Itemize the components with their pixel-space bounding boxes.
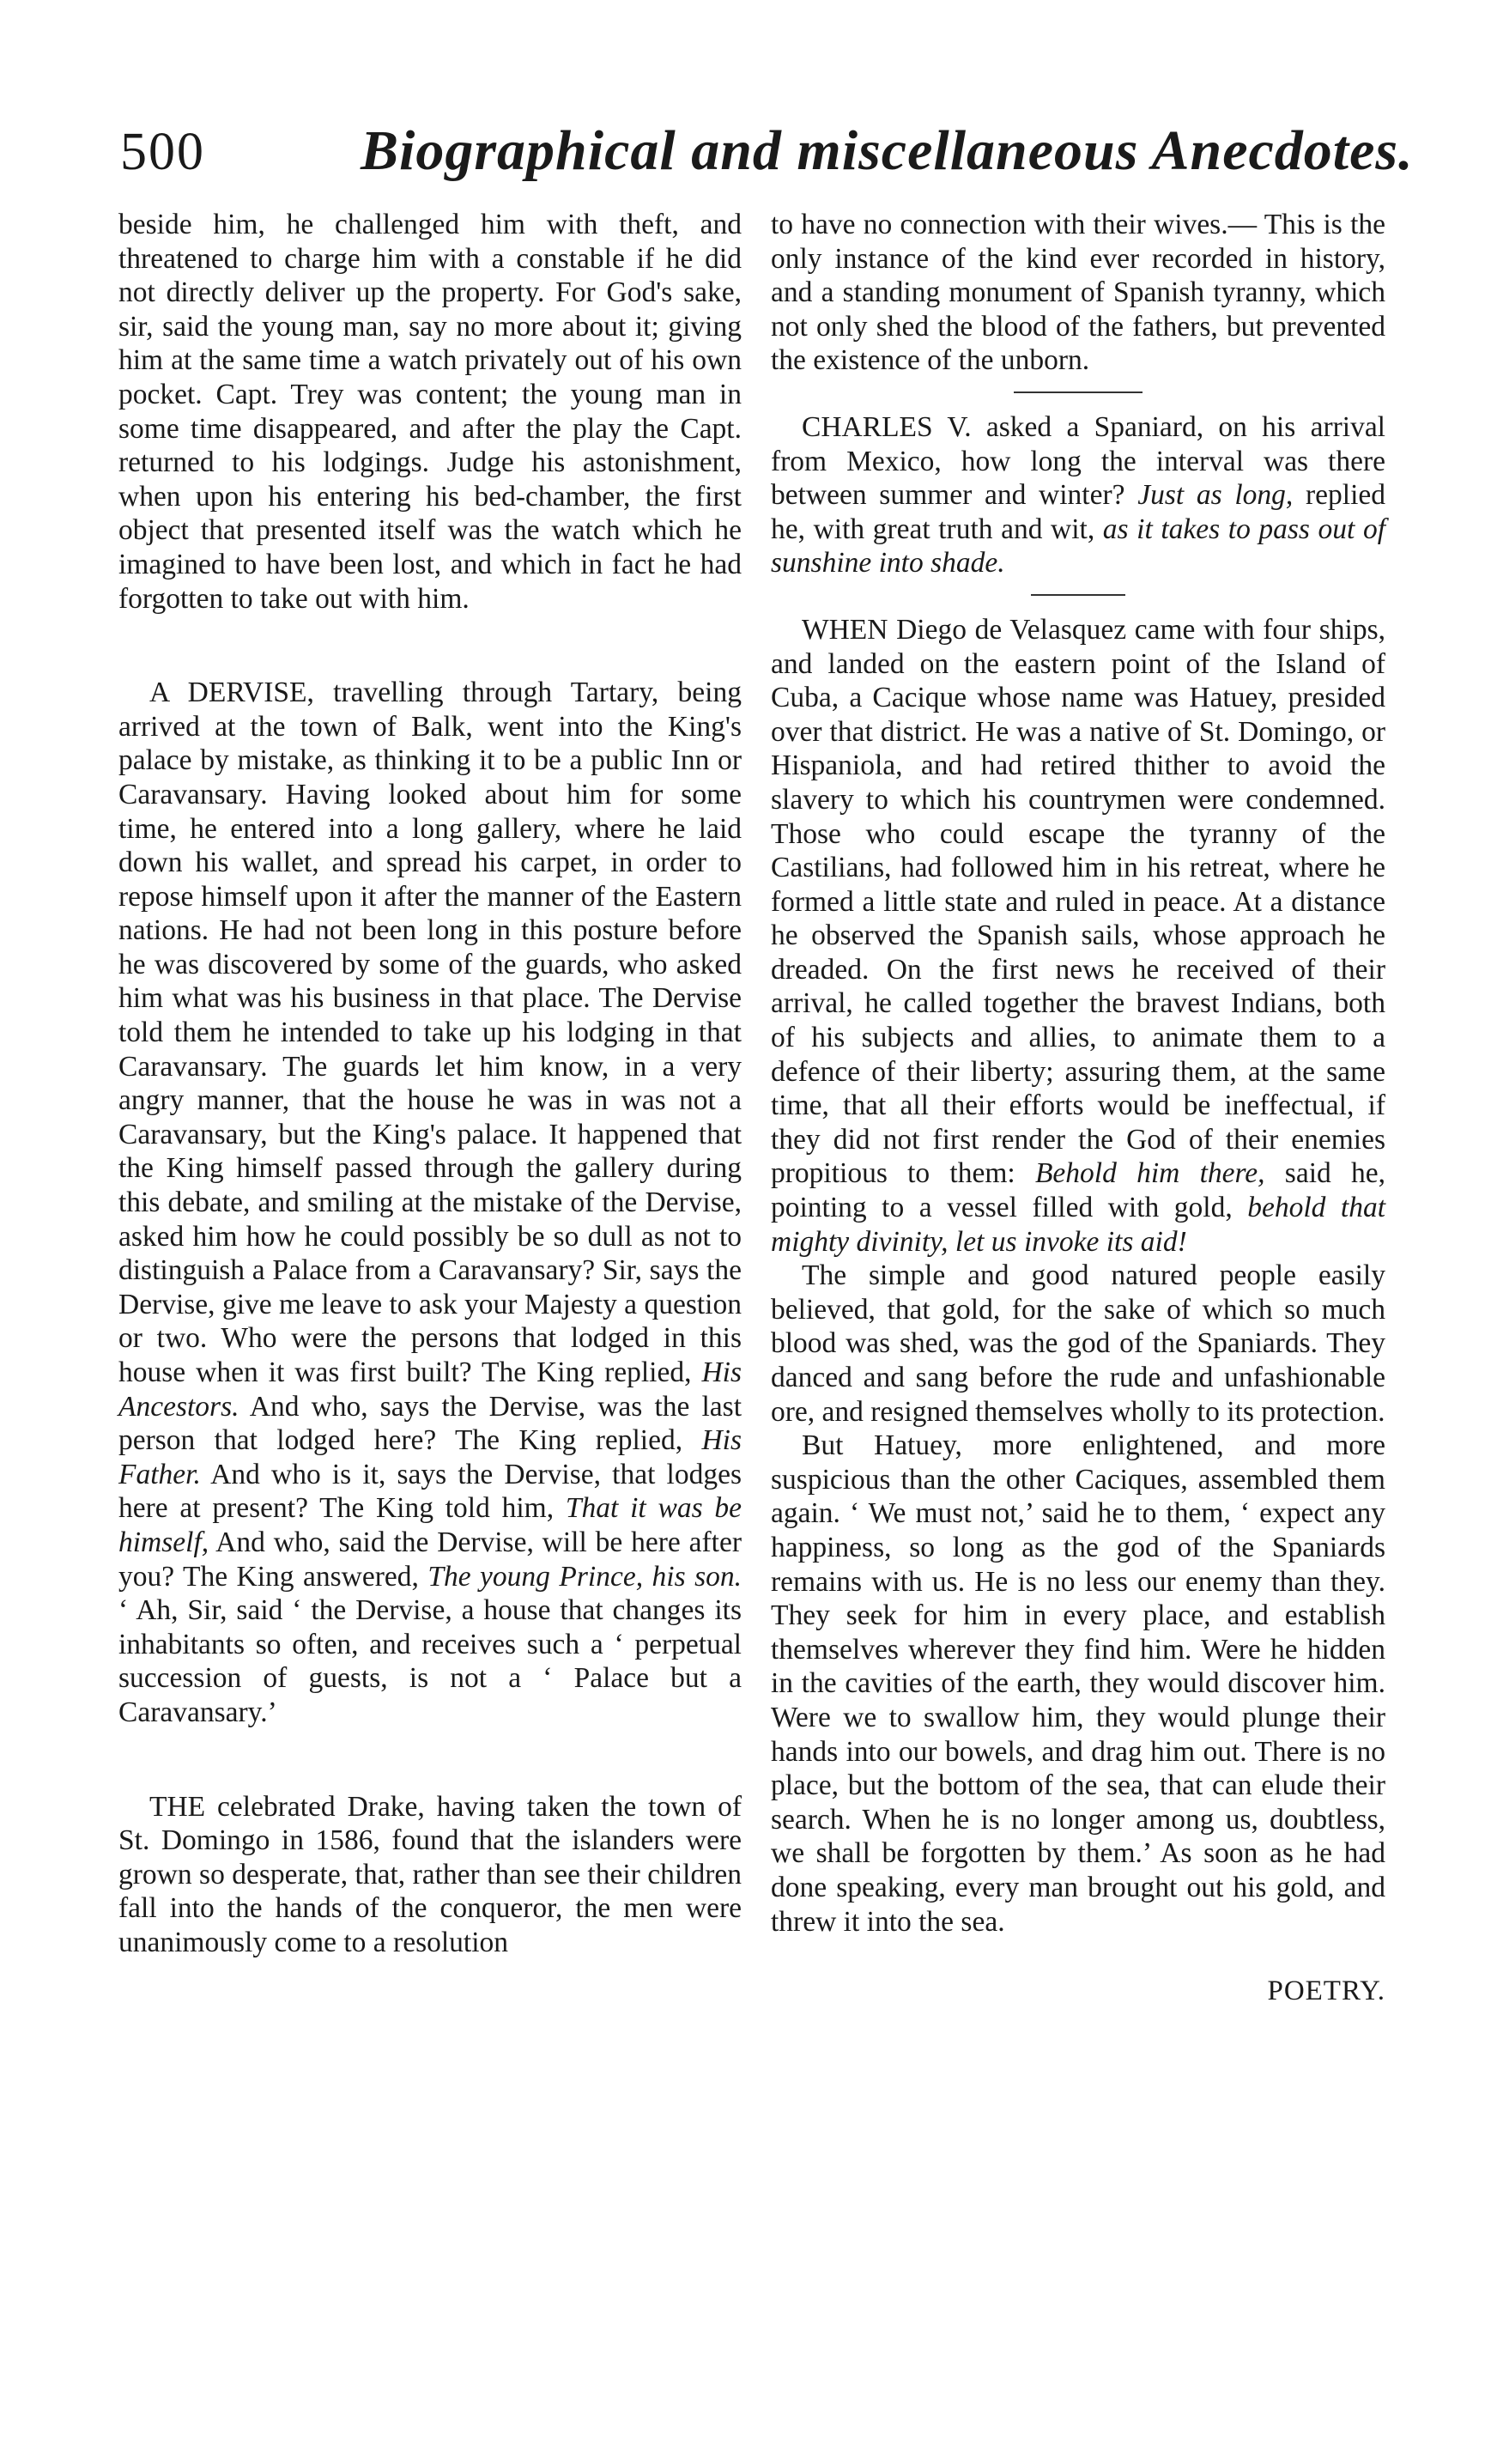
section-divider — [1014, 391, 1143, 393]
anecdote-charles-v: CHARLES V. asked a Spaniard, on his arrival from Mexico, how long the interval was there between summer and winter? Just as long, replied he, with great truth and wit, as it takes to pass out of sunshine into shade. — [771, 410, 1386, 580]
anecdote-drake: THE celebrated Drake, having taken the town of St. Domingo in 1586, found that the islanders were grown so desperate, that, rather than see their children fall into the hands of the conqueror, the men were unanimously come to a resolution — [118, 1790, 742, 1958]
anecdote-dervise: A DERVISE, travelling through Tartary, being arrived at the town of Balk, went into the King's palace by mistake, as thinking it to be a public Inn or Caravansary. Having looked about him for some time, he entered into a long gallery, where he laid down his wallet, and spread his carpet, in order to repose himself upon it after the manner of the Eastern nations. He had not been long in this posture before he was discovered by some of the guards, who asked him what was his business in that place. The Dervise told them he intended to take up his lodging in that Caravansary. The guards let him know, in a very angry manner, that the house he was in was not a Caravansary, but the King's palace. It happened that the King himself passed through the gallery during this debate, and smiling at the mistake of the Dervise, asked him how he could possibly be so dull as not to distinguish a Palace from a Caravansary? Sir, says the Dervise, give me leave to ask your Majesty a question or two. Who were the persons that lodged in this house when it was first built? The King replied, His Ancestors. And who, says the Dervise, was the last person that lodged here? The King replied, His Father. And who is it, says the Dervise, that lodges here at present? The King told him, That it was be himself, And who, said the Dervise, will be here after you? The King answered, The young Prince, his son. ‘ Ah, Sir, said ‘ the Dervise, a house that changes its inhabitants so often, and receives such a ‘ perpetual succession of guests, is not a ‘ Palace but a Caravansary.’ — [118, 677, 742, 1728]
right-column — [771, 208, 1385, 2009]
section-divider — [1031, 594, 1125, 596]
page-header — [120, 112, 1414, 189]
anecdote-watch-continued: beside him, he challenged him with theft, and threatened to charge him with a constable if he did not directly deliver up the property. For God's sake, sir, said the young man, say no more about it; giving him at the same time a watch privately out of his own pocket. Capt. Trey was content; the young man in some time disappeared, and after the play the Capt. returned to his lodgings. Judge his astonishment, when upon his entering his bed-chamber, the first object that presented itself was the watch which he imagined to have been lost, and which in fact he had forgotten to take out with him. — [118, 209, 742, 615]
page-number: 500 — [120, 123, 205, 181]
anecdote-hatuey-speech: But Hatuey, more enlightened, and more suspicious than the other Caciques, assembled them again. ‘ We must not,’ said he to them, ‘ expect any happiness, so long as the god of the Spaniards remains with us. He is no less our enemy than they. They seek for him in every place, and establish themselves wherever they find him. Were he hidden in the cavities of the earth, they would discover him. Were we to swallow him, they would plunge their hands into our bowels, and drag him out. There is no place, but the bottom of the sea, that can elude their search. When he is no longer among us, doubtless, we shall be forgotten by them.’ As soon as he had done speaking, every man brought out his gold, and threw it into the sea. — [771, 1429, 1385, 1938]
anecdote-hatuey: WHEN Diego de Velasquez came with four ships, and landed on the eastern point of the Island of Cuba, a Cacique whose name was Hatuey, presided over that district. He was a native of St. Domingo, or Hispaniola, and had retired thither to avoid the slavery to which his countrymen were condemned. Those who could escape the tyranny of the Castilians, had followed him in his retreat, where he formed a little state and ruled in peace. At a distance he observed the Spanish sails, whose approach he dreaded. On the first news he received of their arrival, he called together the bravest Indians, both of his subjects and allies, to animate them to a defence of their liberty; assuring them, at the same time, that all their efforts would be ineffectual, if they did not first render the God of their enemies propitious to them: Behold him there, said he, pointing to a vessel filled with gold, behold that mighty divinity, let us invoke its aid! — [771, 613, 1386, 1258]
catchword: POETRY. — [1267, 1975, 1385, 2007]
left-column — [118, 208, 742, 1960]
running-title: Biographical and miscellaneous Anecdotes. — [361, 119, 1414, 182]
anecdote-hatuey-simple-people: The simple and good natured people easily believed, that gold, for the sake of which so much blood was shed, was the god of the Spaniards. They danced and sang before the rude and unfashionable ore, and resigned themselves wholly to its protection. — [771, 1259, 1385, 1428]
anecdote-drake-continued: to have no connection with their wives.— This is the only instance of the kind ever recorded in history, and a standing monument of Spanish tyranny, which not only shed the blood of the fathers, but prevented the existence of the unborn. — [771, 209, 1385, 377]
